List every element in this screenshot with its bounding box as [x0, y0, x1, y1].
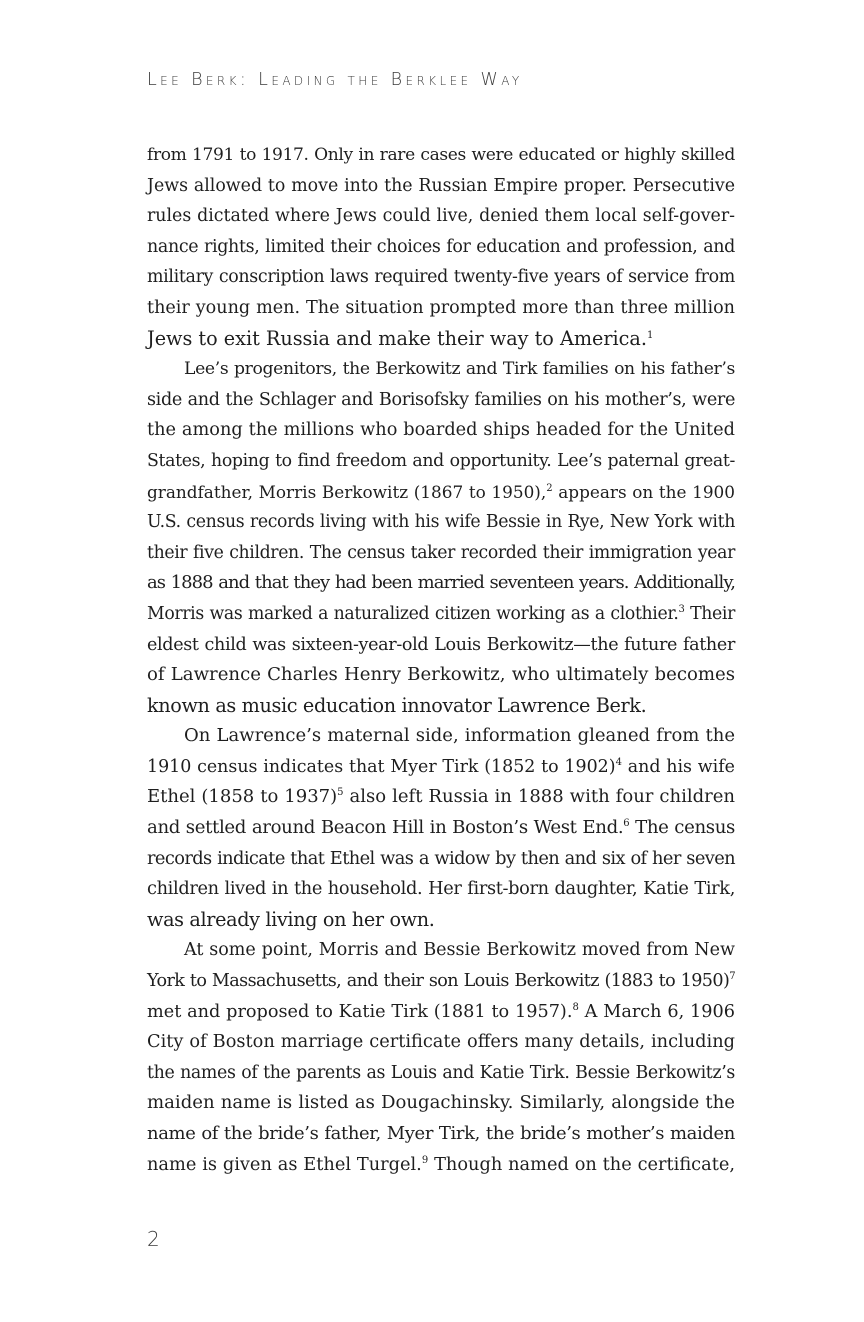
line-text: also left Russia in 1888 with four children: [349, 786, 736, 808]
page-number: 2: [147, 1227, 160, 1251]
text-line: of Lawrence Charles Henry Berkowitz, who ultimately becomes: [147, 664, 735, 686]
body-text: [147, 140, 735, 1180]
line-text: 1910 census indicates that Myer Tirk (1852 to 1902): [147, 756, 616, 777]
footnote-ref[interactable]: 8: [572, 1001, 579, 1013]
text-line: States, hoping to find freedom and opportunity. Lee’s paternal great-: [147, 450, 735, 471]
text-line: side and the Schlager and Borisofsky families on his mother’s, were: [147, 389, 735, 410]
footnote-ref[interactable]: 4: [615, 756, 622, 768]
paragraph-4: [147, 935, 735, 1180]
text-line: records indicate that Ethel was a widow by then and six of her seven: [147, 847, 735, 869]
text-line: [147, 782, 735, 813]
text-line: the among the millions who boarded ships headed for the United: [147, 420, 735, 441]
paragraph-2: [147, 354, 735, 721]
text-line: [147, 1150, 735, 1181]
line-text: and his wife: [627, 756, 735, 777]
footnote-ref[interactable]: 7: [729, 971, 735, 983]
line-text: grandfather, Morris Berkowitz (1867 to 1950),: [147, 481, 547, 502]
text-line: [147, 599, 735, 630]
text-line: On Lawrence’s maternal side, information gleaned from the: [184, 725, 735, 747]
text-line: was already living on her own.: [147, 907, 435, 931]
text-line: [147, 966, 735, 997]
line-text: and settled around Beacon Hill in Boston’s West End.: [147, 817, 624, 839]
footnote-ref[interactable]: 6: [623, 818, 630, 830]
footnote-ref[interactable]: 2: [546, 482, 553, 494]
line-text: appears on the 1900: [558, 481, 735, 502]
text-line: rules dictated where Jews could live, denied them local self-gover-: [147, 206, 735, 227]
line-text: Morris was marked a naturalized citizen working as a clothier.: [147, 603, 679, 624]
text-line: U.S. census records living with his wife Bessie in Rye, New York with: [147, 512, 735, 533]
text-line: Lee’s progenitors, the Berkowitz and Tirk families on his father’s: [184, 359, 735, 380]
text-line: children lived in the household. Her first-born daughter, Katie Tirk,: [147, 879, 735, 900]
text-line: [147, 997, 735, 1028]
text-line: maiden name is listed as Dougachinsky. Similarly, alongside the: [147, 1092, 735, 1114]
text-line: [147, 813, 735, 844]
text-line: City of Boston marriage certificate offers many details, including: [147, 1032, 735, 1053]
text-line: [147, 752, 735, 783]
text-line: their young men. The situation prompted more than three million: [147, 297, 735, 318]
line-text: York to Massachusetts, and their son Louis Berkowitz (1883 to 1950): [147, 971, 730, 992]
running-head: Lee Berk: Leading the Berklee Way: [147, 70, 523, 90]
footnote-ref[interactable]: 3: [678, 603, 685, 615]
text-line: At some point, Morris and Bessie Berkowitz moved from New: [184, 940, 735, 961]
footnote-ref[interactable]: 5: [337, 787, 344, 799]
line-text: Jews to exit Russia and make their way to America.: [147, 326, 647, 350]
text-line: Jews allowed to move into the Russian Empire proper. Persecutive: [147, 175, 735, 196]
line-text: The census: [635, 817, 735, 839]
text-line: their five children. The census taker recorded their immigration year: [147, 542, 735, 563]
text-line: as 1888 and that they had been married seventeen years. Additionally,: [147, 572, 735, 594]
line-text: met and proposed to Katie Tirk (1881 to 1957).: [147, 1001, 573, 1022]
text-line: [147, 477, 735, 508]
text-line: known as music education innovator Lawrence Berk.: [147, 693, 647, 717]
line-text: Their: [690, 603, 736, 624]
text-line: military conscription laws required twenty-five years of service from: [147, 267, 735, 288]
text-line: eldest child was sixteen-year-old Louis Berkowitz—the future father: [147, 634, 735, 655]
text-line: from 1791 to 1917. Only in rare cases were educated or highly skilled: [147, 145, 735, 165]
line-text: Though named on the certificate,: [434, 1154, 735, 1175]
paragraph-3: [147, 721, 735, 935]
paragraph-1: [147, 140, 735, 354]
text-line: [147, 324, 735, 355]
line-text: name is given as Ethel Turgel.: [147, 1154, 422, 1175]
text-line: nance rights, limited their choices for education and profession, and: [147, 236, 735, 257]
footnote-ref[interactable]: 1: [646, 329, 654, 341]
line-text: Ethel (1858 to 1937): [147, 786, 338, 808]
text-line: the names of the parents as Louis and Katie Tirk. Bessie Berkowitz’s: [147, 1062, 735, 1083]
text-line: name of the bride’s father, Myer Tirk, the bride’s mother’s maiden: [147, 1123, 735, 1144]
line-text: A March 6, 1906: [584, 1001, 735, 1022]
footnote-ref[interactable]: 9: [421, 1154, 429, 1166]
